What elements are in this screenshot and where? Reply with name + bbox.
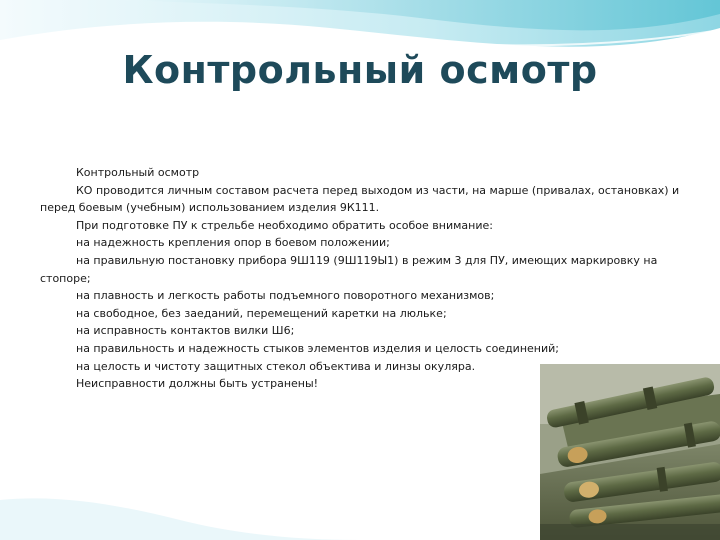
paragraph-item: на целость и чистоту защитных стекол объектива и линзы окуляра. [76, 359, 476, 373]
paragraph-attention: При подготовке ПУ к стрельбе необходимо обратить особое внимание: [76, 218, 493, 232]
paragraph-heading: Контрольный осмотр [76, 166, 200, 179]
body-text [40, 164, 685, 393]
paragraph-item: на правильность и надежность стыков элементов изделия и целость соединений; [76, 341, 559, 355]
paragraph-item: на правильную постановку прибора 9Ш119 (9Ш119Ы1) в режим 3 для ПУ, имеющих маркировку на стопоре; [40, 253, 658, 285]
paragraph-item: на свободное, без заеданий, перемещений каретки на люльке; [76, 306, 447, 320]
paragraph-warning: Неисправности должны быть устранены! [76, 377, 319, 391]
paragraph-item: на плавность и легкость работы подъемного поворотного механизмов; [76, 289, 495, 303]
paragraph-item: на исправность контактов вилки Ш6; [76, 324, 295, 338]
missile-launcher-tubes-photo [540, 364, 720, 540]
paragraph-intro: КО проводится личным составом расчета перед выходом из части, на марше (привалах, остановках) и перед боевым (учебным) использованием изделия 9К111. [40, 183, 680, 215]
slide-title: Контрольный осмотр [122, 48, 598, 92]
paragraph-item: на надежность крепления опор в боевом положении; [76, 236, 390, 250]
